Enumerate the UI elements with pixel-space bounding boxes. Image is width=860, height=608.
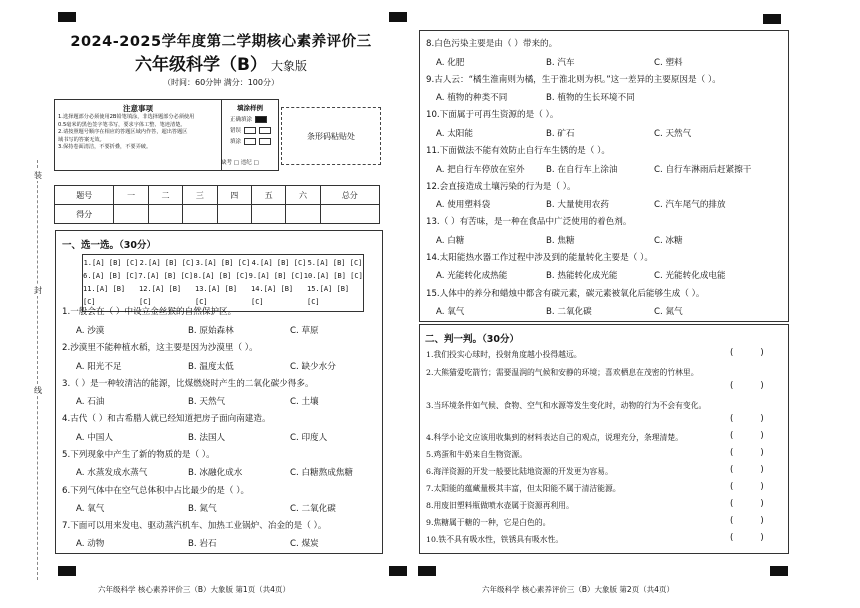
score-cell[interactable] — [251, 205, 285, 224]
option: B. 汽车 — [546, 58, 575, 68]
option: A. 光能转化成热能 — [436, 271, 508, 281]
answer-grid — [82, 254, 364, 312]
score-cell[interactable] — [183, 205, 217, 224]
option: B. 焦糖 — [546, 236, 575, 246]
score-header-cell: 总分 — [320, 186, 379, 205]
question-text: 13.（ ）有苦味，是一种在食品中广泛使用的着色剂。 — [426, 217, 632, 227]
section1-heading: 一、选一选。（30分） — [62, 240, 156, 251]
option: A. 使用塑料袋 — [436, 200, 491, 210]
option: B. 大量使用农药 — [546, 200, 609, 210]
notice-line: 1.选择题部分必须使用2B铅笔填涂，非选择题部分必须使用 — [58, 114, 195, 120]
wrong-box-icon — [244, 127, 256, 134]
answer-parens[interactable]: ( ) — [730, 482, 764, 492]
section2-heading: 二、判一判。（30分） — [425, 334, 519, 345]
answer-choice[interactable]: 4.[A] [B] [C] — [251, 259, 307, 267]
question-text: 5.下列现象中产生了新的物质的是（ ）。 — [62, 450, 215, 460]
answer-choice[interactable]: 9.[A] [B] [C] — [248, 272, 304, 280]
option: B. 原始森林 — [188, 326, 234, 336]
fill-sample-heading: 填涂样例 — [237, 104, 263, 112]
exam-page-2 — [410, 0, 860, 608]
notice-line: 2.请按照题号顺序在相应的答题区域内作答，超出答题区 — [58, 129, 188, 136]
score-header-cell: 一 — [114, 186, 148, 205]
option: A. 太阳能 — [436, 129, 473, 139]
fill-fill-row — [230, 137, 278, 145]
option: C. 光能转化成电能 — [654, 271, 726, 281]
question-text: 12.会直接造成土壤污染的行为是（ ）。 — [426, 182, 576, 192]
notice-line: 3.保持卷面清洁，不要折叠，不要弄破。 — [58, 144, 152, 151]
option: A. 化肥 — [436, 58, 465, 68]
judgment-item: 6.海洋资源的开发一般要比陆地资源的开发更为容易。 — [426, 467, 613, 476]
option: B. 天然气 — [188, 397, 226, 407]
filled-box-icon — [255, 116, 267, 123]
answer-choice[interactable]: 14.[A] [B] [C] — [251, 285, 294, 306]
option: B. 氮气 — [188, 504, 217, 514]
option: B. 植物的生长环境不同 — [546, 93, 635, 103]
option: A. 沙漠 — [76, 326, 105, 336]
answer-choice[interactable]: 6.[A] [B] [C] — [83, 272, 138, 280]
score-cell[interactable] — [217, 205, 251, 224]
judgment-item: 7.太阳能的蕴藏量极其丰富，但太阳能不属于清洁能源。 — [426, 484, 621, 493]
question-text: 10.下面属于可再生资源的是（ ）。 — [426, 110, 559, 120]
score-header-cell: 四 — [217, 186, 251, 205]
option: B. 热能转化成光能 — [546, 271, 618, 281]
option: B. 二氧化碳 — [546, 307, 592, 317]
edition-label: 大象版 — [270, 59, 307, 73]
score-header-cell: 五 — [251, 186, 285, 205]
time-info: （时间：60分钟 满分：100分） — [163, 78, 279, 87]
missing-exam-mark[interactable]: 缺考 □ 违纪 □ — [221, 160, 259, 166]
judgment-item: 4.科学小论文应该用收集到的材料表达自己的观点，说理充分，条理清楚。 — [426, 433, 683, 442]
option: A. 植物的种类不同 — [436, 93, 508, 103]
answer-row — [83, 257, 363, 270]
option: B. 法国人 — [188, 433, 226, 443]
subject-grade: 六年级科学（B） — [135, 55, 267, 75]
option: C. 白糖熬成焦糖 — [290, 468, 354, 478]
binding-line — [37, 160, 38, 580]
binding-label: 装 — [34, 171, 42, 180]
fill-correct-row — [230, 115, 278, 123]
question-text: 7.下面可以用来发电、驱动蒸汽机车、加热工业锅炉、冶金的是（ ）。 — [62, 521, 327, 531]
answer-choice[interactable]: 2.[A] [B] [C] — [139, 259, 195, 267]
option: A. 白糖 — [436, 236, 465, 246]
notice-box — [54, 99, 222, 171]
answer-choice[interactable]: 1.[A] [B] [C] — [83, 259, 139, 267]
option: A. 石油 — [76, 397, 105, 407]
judgment-item: 3.当环境条件如气候、食物、空气和水源等发生变化时，动物的行为不会有变化。 — [426, 401, 707, 410]
exam-subtitle — [56, 50, 386, 75]
answer-parens[interactable]: ( ) — [730, 381, 764, 391]
score-header-cell: 三 — [183, 186, 217, 205]
answer-parens[interactable]: ( ) — [730, 533, 764, 543]
fill-fill-label: 填涂 — [230, 139, 242, 145]
fill-correct-label: 正确填涂 — [230, 117, 253, 123]
barcode-area: 条形码粘贴处 — [281, 107, 381, 165]
score-cell[interactable] — [148, 205, 182, 224]
answer-parens[interactable]: ( ) — [730, 414, 764, 424]
exam-title: 2024-2025学年度第二学期核心素养评价三 — [70, 34, 372, 50]
answer-parens[interactable]: ( ) — [730, 348, 764, 358]
option: A. 水蒸发成水蒸气 — [76, 468, 148, 478]
score-header-cell: 六 — [286, 186, 320, 205]
option: C. 土壤 — [290, 397, 319, 407]
question-text: 4.古代（ ）和古希腊人就已经知道把房子面向南建造。 — [62, 414, 271, 424]
option: A. 阳光不足 — [76, 362, 122, 372]
judgment-item: 2.大熊猫爱吃箭竹；需要温润的气候和安静的环境；喜欢栖息在茂密的竹林里。 — [426, 368, 699, 377]
notice-line: 0.5毫米的黑色签字笔书写，要求字体工整、笔迹清楚。 — [58, 121, 186, 128]
option: B. 在自行车上涂油 — [546, 165, 618, 175]
notice-heading: 注意事项 — [123, 104, 153, 113]
answer-parens[interactable]: ( ) — [730, 516, 764, 526]
binding-label: 线 — [34, 386, 42, 395]
option: A. 动物 — [76, 539, 105, 549]
wrong-box-icon — [259, 127, 271, 134]
page-footer: 六年级科学 核心素养评价三（B）大象版 第1页（共4页） — [98, 585, 290, 594]
question-text: 9.古人云：“橘生淮南则为橘，生于淮北则为枳。”这一差异的主要原因是（ ）。 — [426, 75, 721, 85]
question-text: 8.白色污染主要是由（ ）带来的。 — [426, 39, 558, 49]
option: C. 氮气 — [654, 307, 683, 317]
score-header-row — [55, 186, 380, 205]
option: B. 温度太低 — [188, 362, 234, 372]
answer-row — [83, 270, 363, 283]
answer-choice[interactable]: 3.[A] [B] [C] — [195, 259, 251, 267]
question-text: 6.下列气体中在空气总体积中占比最少的是（ ）。 — [62, 486, 250, 496]
option: C. 冰糖 — [654, 236, 683, 246]
notice-line: 域书写的答案无效。 — [58, 136, 105, 143]
question-text: 1.一般会在（ ）中设立金丝猴的自然保护区。 — [62, 307, 237, 317]
exam-page-1 — [0, 0, 410, 608]
answer-choice[interactable]: 5.[A] [B] [C] — [307, 259, 363, 267]
answer-choice[interactable]: 15.[A] [B] [C] — [307, 285, 350, 306]
option: C. 缺少水分 — [290, 362, 336, 372]
question-text: 3.（ ）是一种较清洁的能源，比煤燃烧时产生的二氧化碳少得多。 — [62, 379, 314, 389]
option: C. 汽车尾气的排放 — [654, 200, 726, 210]
answer-parens[interactable]: ( ) — [730, 448, 764, 458]
judgment-item: 8.用废旧塑料瓶做喷水壶属于资源再利用。 — [426, 501, 574, 510]
question-text: 11.下面做法不能有效防止自行车生锈的是（ ）。 — [426, 146, 610, 156]
fill-wrong-row — [230, 126, 278, 134]
wrong-box-icon — [259, 138, 271, 145]
option: B. 矿石 — [546, 129, 575, 139]
option: A. 氧气 — [76, 504, 105, 514]
option: C. 自行车淋雨后赶紧擦干 — [654, 165, 752, 175]
judgment-item: 9.焦糖属于糖的一种，它是白色的。 — [426, 518, 551, 527]
wrong-box-icon — [244, 138, 256, 145]
binding-label: 封 — [34, 286, 42, 295]
answer-choice[interactable]: 12.[A] [B] [C] — [139, 285, 182, 306]
option: B. 冰融化成水 — [188, 468, 243, 478]
question-text: 2.沙漠里不能种植水稻，这主要是因为沙漠里（ ）。 — [62, 343, 258, 353]
score-row — [55, 205, 380, 224]
option: C. 煤炭 — [290, 539, 319, 549]
score-cell[interactable] — [320, 205, 379, 224]
option: C. 草原 — [290, 326, 319, 336]
judgment-item: 10.铁不具有吸水性，铁锈具有吸水性。 — [426, 535, 564, 544]
page-footer: 六年级科学 核心素养评价三（B）大象版 第2页（共4页） — [482, 585, 674, 594]
fill-wrong-label: 错误 — [230, 128, 242, 134]
score-header-cell: 二 — [148, 186, 182, 205]
answer-choice[interactable]: 13.[A] [B] [C] — [195, 285, 238, 306]
question-text: 14.太阳能热水器工作过程中涉及到的能量转化主要是（ ）。 — [426, 253, 653, 263]
score-table — [54, 185, 380, 224]
option: C. 二氧化碳 — [290, 504, 336, 514]
score-header-cell: 题号 — [55, 186, 114, 205]
score-cell[interactable] — [286, 205, 320, 224]
answer-choice[interactable]: 8.[A] [B] [C] — [193, 272, 249, 280]
answer-parens[interactable]: ( ) — [730, 499, 764, 509]
option: C. 印度人 — [290, 433, 328, 443]
answer-choice[interactable]: 10.[A] [B] [C] — [303, 272, 363, 280]
score-row-label: 得分 — [55, 205, 114, 224]
option: A. 氧气 — [436, 307, 465, 317]
option: A. 把自行车停放在室外 — [436, 165, 525, 175]
answer-parens[interactable]: ( ) — [730, 465, 764, 475]
option: A. 中国人 — [76, 433, 113, 443]
option: B. 岩石 — [188, 539, 217, 549]
score-cell[interactable] — [114, 205, 148, 224]
question-text: 15.人体中的养分和蜡烛中都含有碳元素，碳元素被氧化后能够生成（ ）。 — [426, 289, 705, 299]
option: C. 塑料 — [654, 58, 683, 68]
answer-choice[interactable]: 7.[A] [B] [C] — [138, 272, 194, 280]
judgment-item: 5.鸡蛋和牛奶来自生物资源。 — [426, 450, 528, 459]
answer-choice[interactable]: 11.[A] [B] [C] — [83, 285, 126, 306]
answer-parens[interactable]: ( ) — [730, 431, 764, 441]
option: C. 天然气 — [654, 129, 692, 139]
judgment-item: 1.我们投实心球时，投射角度越小投得越远。 — [426, 350, 582, 359]
